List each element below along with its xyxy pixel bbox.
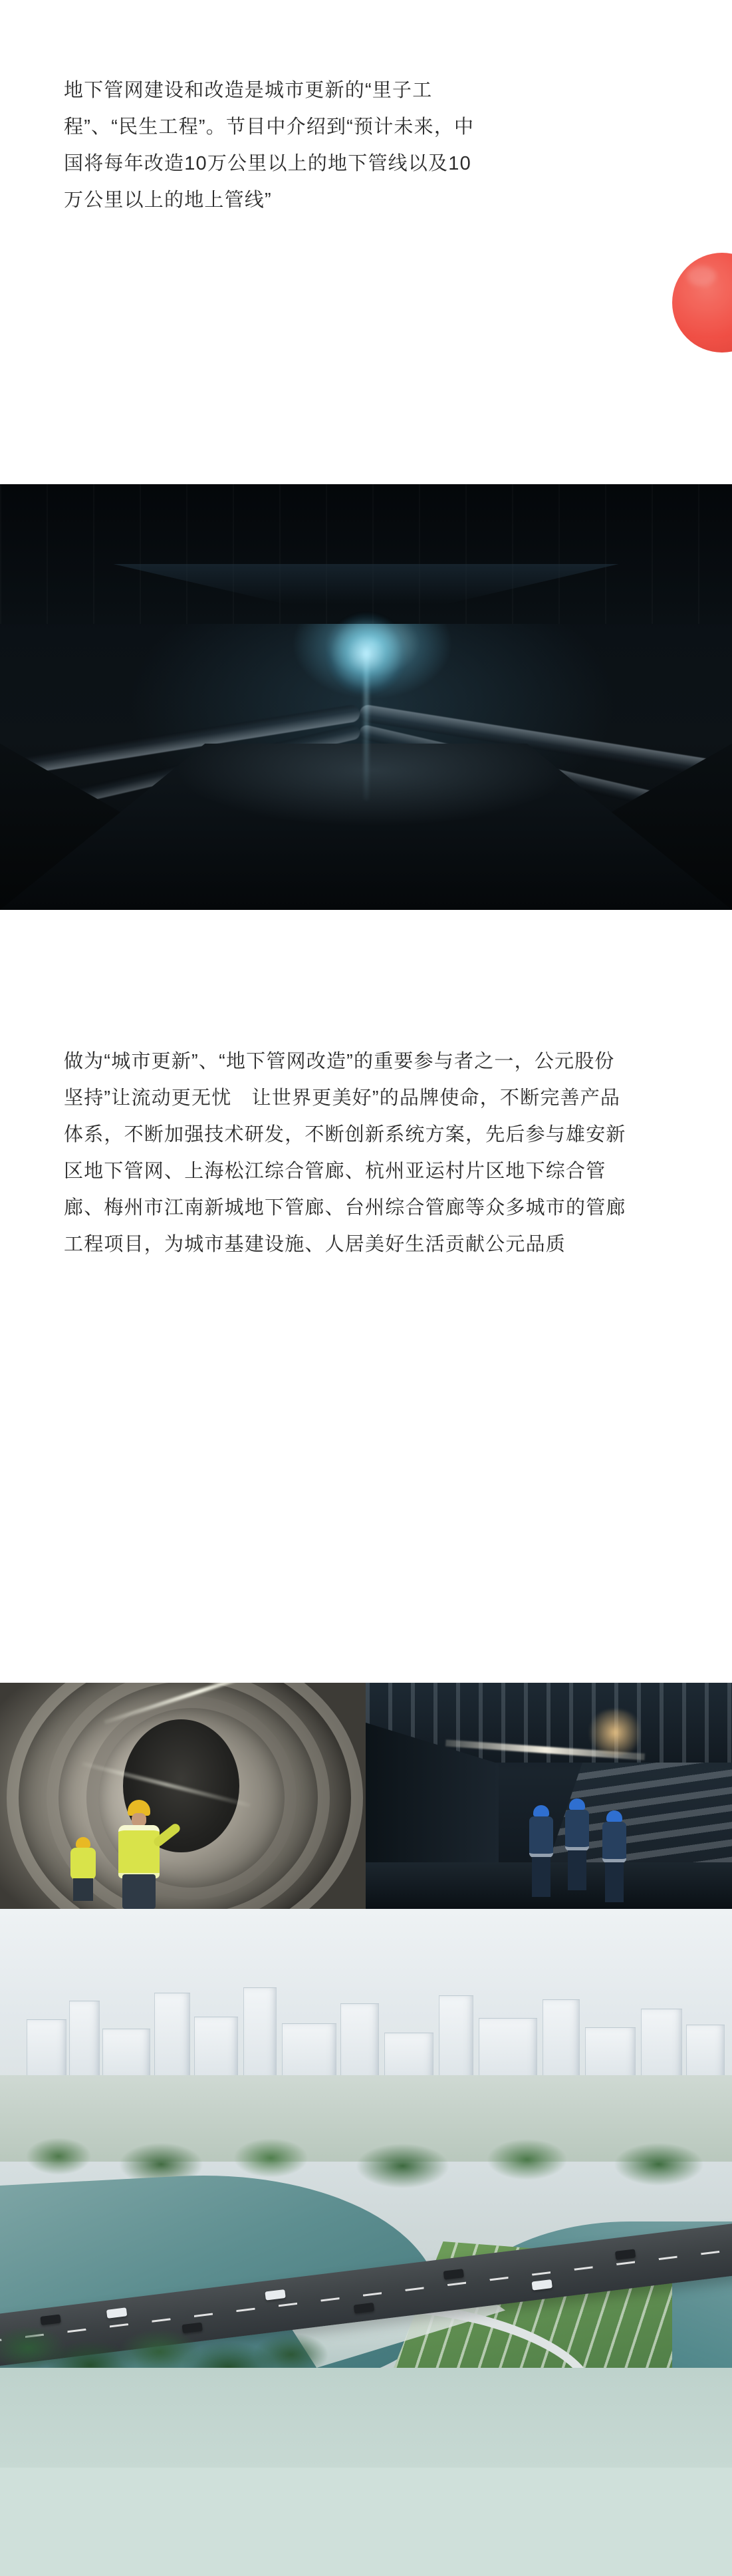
worker-head <box>132 1813 146 1826</box>
red-circle-decoration <box>672 253 732 353</box>
tunnel-light-source <box>326 614 406 694</box>
tree-belt <box>0 2108 732 2188</box>
hard-hat <box>606 1810 622 1822</box>
worker-legs <box>532 1857 550 1897</box>
construction-worker <box>64 1837 102 1901</box>
building <box>27 2019 66 2082</box>
vehicle <box>354 2303 374 2314</box>
building <box>641 2009 682 2082</box>
building <box>340 2003 379 2082</box>
hard-hat <box>76 1837 90 1848</box>
building <box>194 2017 238 2082</box>
building <box>384 2033 433 2082</box>
hard-hat <box>569 1798 585 1810</box>
image-tunnel-worker <box>0 1683 366 1909</box>
uniform <box>565 1810 589 1851</box>
inspection-worker <box>597 1810 632 1898</box>
skyline <box>0 1969 732 2082</box>
building <box>102 2029 150 2082</box>
building <box>243 1987 277 2082</box>
foreground-water <box>0 2368 732 2468</box>
building <box>686 2025 725 2082</box>
paragraph-brand: 做为“城市更新”、“地下管网改造”的重要参与者之一，公元股份坚持”让流动更无忧 让世界更美好”的品牌使命，不断完善产品体系，不断加强技术研发，不断创新系统方案，先后参与雄安新区地下管网、上海松江综合管廊、杭州亚运村片区地下综合管廊、梅州市江南新城地下管廊、台州综合管廊等众多城市的管廊工程项目，为城市基建设施、人居美好生活贡献公元品质 <box>64 1051 626 1255</box>
building <box>69 2001 100 2082</box>
uniform <box>529 1816 553 1858</box>
building <box>479 2018 537 2082</box>
hard-hat <box>533 1805 549 1816</box>
building <box>154 1993 190 2082</box>
inspection-worker <box>524 1805 558 1898</box>
vehicle <box>443 2269 464 2280</box>
worker-legs <box>122 1874 156 1909</box>
building <box>439 1995 473 2082</box>
building <box>282 2023 336 2082</box>
paragraph-intro: 地下管网建设和改造是城市更新的“里子工程”、“民生工程”。节目中介绍到“预计未来，中国将每年改造10万公里以上的地下管线以及10万公里以上的地上管线” <box>64 80 475 211</box>
construction-worker <box>100 1796 173 1909</box>
image-hero-tunnel <box>0 484 732 910</box>
image-corridor-inspection <box>366 1683 732 1909</box>
image-city-render <box>0 1909 732 2468</box>
inspection-worker <box>560 1798 594 1898</box>
building <box>585 2027 636 2082</box>
worker-legs <box>568 1850 586 1890</box>
corridor-lamp-glow <box>585 1709 645 1756</box>
safety-vest <box>118 1825 160 1878</box>
building <box>543 1999 580 2082</box>
tunnel-ceiling <box>0 484 732 624</box>
uniform <box>602 1822 626 1863</box>
vehicle <box>615 2249 636 2260</box>
worker-legs <box>73 1878 93 1901</box>
vehicle <box>532 2279 552 2291</box>
worker-legs <box>605 1862 624 1902</box>
image-row-small <box>0 1683 732 1909</box>
safety-vest <box>70 1848 96 1880</box>
bottom-color-band <box>0 2468 732 2576</box>
